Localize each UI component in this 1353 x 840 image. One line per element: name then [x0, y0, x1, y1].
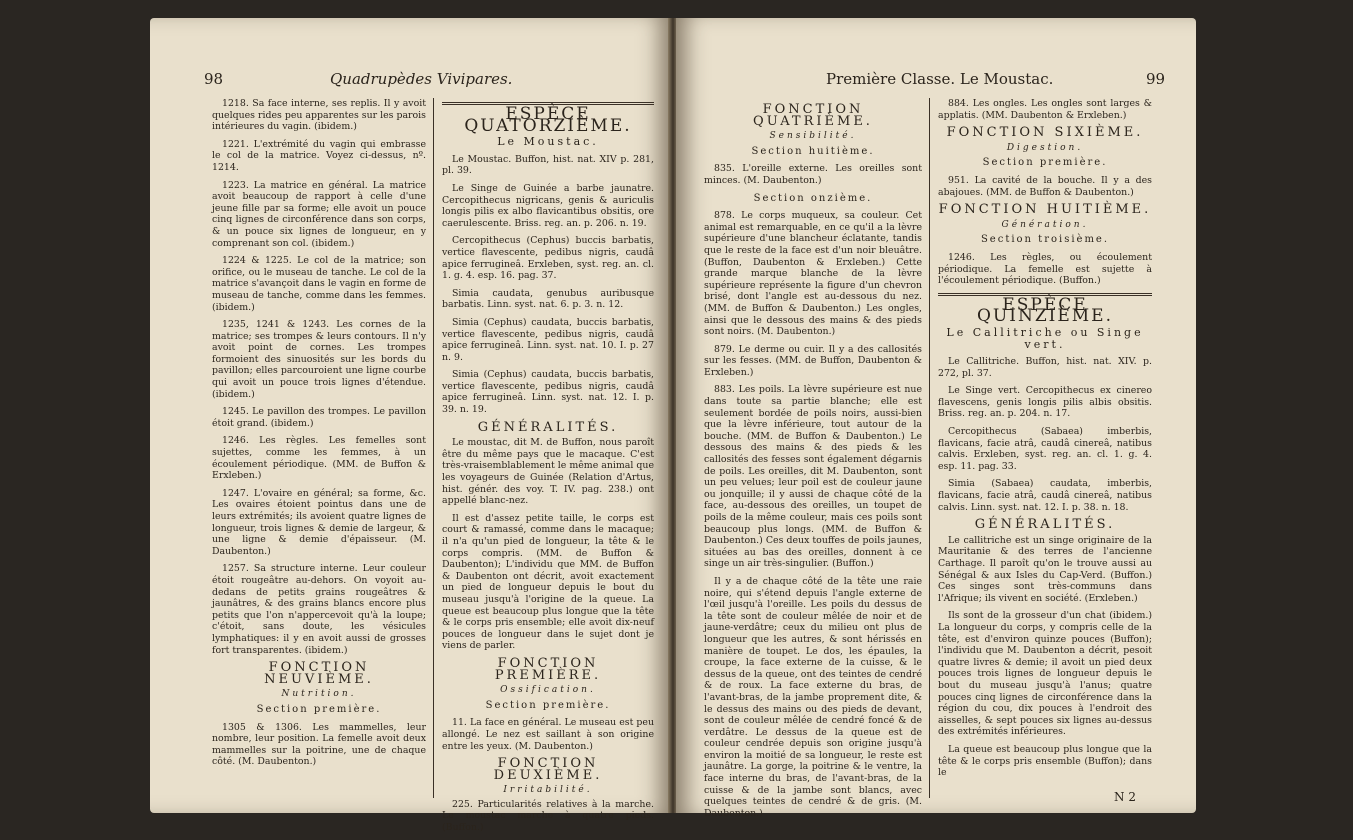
- paragraph: Le Singe de Guinée a barbe jaunatre. Cercopithecus nigricans, genis & auriculis longis pilis ex albo flavicantibus obsitis, ore caerulescente. Briss. reg. an. p. 206. n. 19.: [442, 182, 654, 229]
- paragraph: 1246. Les règles. Les femelles sont sujettes, comme les femmes, à un écoulement périodique. (MM. de Buffon & Erxleben.): [212, 435, 426, 482]
- heading-fonction: FONCTION HUITIÈME.: [938, 202, 1152, 218]
- paragraph: 878. Le corps muqueux, sa couleur. Cet animal est remarquable, en ce qu'il a la lèvre supérieure d'une blancheur éclatante, tandis que le reste de la face est d'un noir bleuâtre. (Buffon, Daubenton & Erxleben.) Cette grande marque blanche de la lèvre supérieure représente la figure d'un chevron brisé, dont l'angle est au-dessous du nez. (MM. de Buffon & Daubenton.) Les ongles, ainsi que le dessous des mains & des pieds sont noirs. (M. Daubenton.): [704, 210, 922, 338]
- right-column-2: [938, 98, 1152, 785]
- running-head-right: Première Classe. Le Moustac.: [826, 70, 1054, 88]
- heading-fonction: FONCTION SIXIÈME.: [946, 125, 1144, 141]
- section-heading: Section troisième.: [980, 234, 1110, 246]
- subheading: Sensibilité.: [769, 131, 857, 142]
- paragraph: 11. La face en général. Le museau est peu allongé. Le nez est saillant à son origine entre les yeux. (M. Daubenton.): [442, 717, 654, 752]
- paragraph: 1224 & 1225. Le col de la matrice; son orifice, ou le museau de tanche. Le col de la matrice s'avançoit dans le vagin en forme de museau de tanche, comme dans les femmes. (ibidem.): [212, 255, 426, 313]
- section-heading: Section première.: [982, 157, 1108, 169]
- paragraph: 1245. Le pavillon des trompes. Le pavillon étoit grand. (ibidem.): [212, 406, 426, 429]
- paragraph: 879. Le derme ou cuir. Il y a des callosités sur les fesses. (MM. de Buffon, Daubenton & Erxleben.): [704, 343, 922, 378]
- paragraph: Simia caudata, genubus auribusque barbatis. Linn. syst. nat. 6. p. 3. n. 12.: [442, 287, 654, 311]
- subheading: Génération.: [1001, 219, 1089, 230]
- paragraph: Il y a de chaque côté de la tête une raie noire, qui s'étend depuis l'angle externe de l'œil jusqu'à l'oreille. Les poils du dessus de la tête sont de couleur mêlée de noir et de jaune-verdâtre; ceux du milieu ont plus de longueur que les autres, & sont hérissés en manière de toupet. Le dos, les épaules, la croupe, la face externe de la cuisse, & le dessus de la queue, ont des teintes de cendré & de roux. La face externe du bras, de l'avant-bras, de la jambe proprement dite, & le dessus des mains ou des pieds de devant, sont de couleur mêlée de cendré foncé & de verdâtre. Le dessus de la queue est de couleur cendrée depuis son origine jusqu'à environ la moitié de sa longueur, le reste est jaunâtre. La gorge, la poitrine & le ventre, la face interne du bras, de l'avant-bras, de la cuisse & de la jambe sont blancs, avec quelques teintes de cendré & de gris. (M. Daubenton.): [704, 575, 922, 819]
- paragraph: Cercopithecus (Sabaea) imberbis, flavicans, facie atrâ, caudâ cinereâ, natibus calvis. Erxleben, syst. reg. an. cl. 1. g. 4. esp. 11. pag. 33.: [938, 426, 1152, 472]
- paragraph: Ils sont de la grosseur d'un chat (ibidem.) La longueur du corps, y compris celle de la tête, est d'environ quinze pouces (Buffon); l'individu que M. Daubenton a décrit, pesoit quatre livres & demie; il avoit un pied deux pouces trois lignes de longueur depuis le bout du museau jusqu'à l'anus; quatre pouces cinq lignes de circonférence dans la région du cou, dix pouces à l'endroit des aisselles, & sept pouces six lignes au-dessus des extrémités inférieures.: [938, 610, 1152, 738]
- paragraph: Cercopithecus (Cephus) buccis barbatis, vertice flavescente, pedibus nigris, caudâ apice ferrugineâ. Erxleben, syst. reg. an. cl. 1. g. 4. esp. 16. pag. 37.: [442, 235, 654, 282]
- species-heading: ESPÈCE QUINZIÈME.: [976, 294, 1113, 327]
- column-rule: [433, 98, 434, 798]
- paragraph: 835. L'oreille externe. Les oreilles sont minces. (M. Daubenton.): [704, 163, 922, 186]
- paragraph: Le moustac, dit M. de Buffon, nous paroît être du même pays que le macaque. C'est très-vraisemblablement le même animal que les voyageurs de Guinée (Relation d'Artus, hist. génér. des voy. T. IV. pag. 238.) ont appellé blanc-nez.: [442, 437, 654, 507]
- paragraph: Le Moustac. Buffon, hist. nat. XIV p. 281, pl. 39.: [442, 153, 654, 177]
- heading-fonction: FONCTION PREMIÈRE.: [494, 655, 602, 683]
- section-heading: Section première.: [485, 699, 611, 711]
- paragraph: 1223. La matrice en général. La matrice avoit beaucoup de rapport à celle d'une jeune fille par sa forme; elle avoit un pouce cinq lignes de circonférence dans son corps, & un pouce six lignes de longueur, en y comprenant son col. (ibidem.): [212, 179, 426, 249]
- signature-mark: N 2: [1114, 790, 1136, 804]
- left-column-1: [212, 98, 426, 774]
- page-number-right: 99: [1146, 70, 1166, 88]
- subheading: Irritabilité.: [503, 785, 593, 796]
- column-rule: [929, 98, 930, 798]
- paragraph: Le Singe vert. Cercopithecus ex cinereo flavescens, genis longis pilis albis obsitis. Briss. reg. an. p. 204. n. 17.: [938, 385, 1152, 420]
- heading-fonction: FONCTION DEUXIÈME.: [493, 756, 603, 783]
- paragraph: 1218. Sa face interne, ses replis. Il y avoit quelques rides peu apparentes sur les parois intérieures du vagin. (ibidem.): [212, 98, 426, 133]
- paragraph: 1305 & 1306. Les mammelles, leur nombre, leur position. La femelle avoit deux mammelles sur la poitrine, une de chaque côté. (M. Daubenton.): [212, 721, 426, 768]
- species-heading: ESPÈCE QUATORZIÈME.: [464, 104, 632, 136]
- heading-fonction: FONCTION NEUVIÈME.: [264, 660, 374, 687]
- paragraph: 225. Particularités relatives à la marche. Le moustac marche à quatre pieds. (Buffon.): [442, 798, 654, 834]
- paragraph: Simia (Sabaea) caudata, imberbis, flavicans, facie atrâ, caudâ cinereâ, natibus calvis. Linn. syst. nat. 12. I. p. 38. n. 18.: [938, 478, 1152, 513]
- paragraph: 951. La cavité de la bouche. Il y a des abajoues. (MM. de Buffon & Daubenton.): [938, 174, 1152, 198]
- right-column-1: [704, 98, 922, 825]
- heading-fonction: FONCTION QUATRIÈME.: [753, 102, 873, 129]
- paragraph: Il est d'assez petite taille, le corps est court & ramassé, comme dans le macaque; il n'a qu'un pied de longueur, la tête & le corps compris. (MM. de Buffon & Daubenton); L'individu que MM. de Buffon & Daubenton ont décrit, avoit exactement un pied de longueur depuis le bout du museau jusqu'à l'origine de la queue. La queue est beaucoup plus longue que la tête & le corps pris ensemble; elle avoit dix-neuf pouces de longueur dans le sujet dont je viens de parler.: [442, 512, 654, 652]
- paragraph: Le callitriche est un singe originaire de la Mauritanie & des terres de l'ancienne Carthage. Il paroît qu'on le trouve aussi au Sénégal & aux Isles du Cap-Verd. (Buffon.) Ces singes sont très-communs dans l'Afrique; ils vivent en société. (Erxleben.): [938, 534, 1152, 604]
- left-page: [150, 18, 670, 834]
- paragraph: 1257. Sa structure interne. Leur couleur étoit rougeâtre au-dehors. On voyoit au-dedans de petits grains rougeâtres & jaunâtres, & des grains blancs encore plus petits que l'on n'appercevoit qu'à la loupe; c'étoit, sans doute, les vésicules lymphatiques: il y en avoit aussi de grosses fort transparentes. (ibidem.): [212, 563, 426, 656]
- paragraph: 1221. L'extrémité du vagin qui embrasse le col de la matrice. Voyez ci-dessus, nº. 1214.: [212, 138, 426, 173]
- species-name: Le Moustac.: [497, 135, 599, 149]
- paragraph: 1247. L'ovaire en général; sa forme, &c. Les ovaires étoient pointus dans une de leurs extrémités; ils avoient quatre lignes de longueur, trois lignes & demie de largeur, & une ligne & demie d'épaisseur. (M. Daubenton.): [212, 487, 426, 557]
- paragraph: 883. Les poils. La lèvre supérieure est nue dans toute sa partie blanche; elle est seulement bordée de poils noirs, aussi-bien que la lèvre inférieure, tout autour de la bouche. (MM. de Buffon & Daubenton.) Le dessous des mains & des pieds & les callosités des fesses sont également dégarnis de poils. Les oreilles, dit M. Daubenton, sont un peu velues; leur poil est de couleur jaune ou jonquille; il y aussi de chaque côté de la face, au-dessous des oreilles, un toupet de poils de la même couleur, mais ces poils sont beaucoup plus longs. (MM. de Buffon & Daubenton.) Ces deux touffes de poils jaunes, situées au bas des oreilles, donnent à ce singe un air très-singulier. (Buffon.): [704, 384, 922, 570]
- heading-generalites: GÉNÉRALITÉS.: [477, 419, 619, 435]
- paragraph: La queue est beaucoup plus longue que la tête & le corps pris ensemble (Buffon); dans le: [938, 743, 1152, 779]
- right-page: [676, 18, 1196, 819]
- subheading: Ossification.: [500, 685, 596, 696]
- subheading: Nutrition.: [281, 689, 357, 700]
- left-column-2: [442, 98, 654, 840]
- section-heading: Section première.: [256, 703, 382, 715]
- section-heading: Section onzième.: [753, 192, 873, 204]
- heading-generalites: GÉNÉRALITÉS.: [974, 517, 1116, 533]
- section-heading: Section huitième.: [751, 145, 875, 157]
- species-name: Le Callitriche ou Singe vert.: [946, 325, 1144, 351]
- paragraph: 1235, 1241 & 1243. Les cornes de la matrice; ses trompes & leurs contours. Il n'y avoit point de cornes. Les trompes formoient des sinuosités sur les bords du pavillon; elles parcouroient une ligne courbe qui avoit un pouce trois lignes d'étendue. (ibidem.): [212, 319, 426, 400]
- page-number-left: 98: [204, 70, 224, 88]
- running-head-left: Quadrupèdes Vivipares.: [330, 70, 513, 88]
- subheading: Digestion.: [1006, 142, 1084, 153]
- paragraph: Simia (Cephus) caudata, buccis barbatis, vertice flavescente, pedibus nigris, caudâ apice ferrugineâ. Linn. syst. nat. 12. I. p. 39. n. 19.: [442, 369, 654, 416]
- paragraph: Le Callitriche. Buffon, hist. nat. XIV. p. 272, pl. 37.: [938, 356, 1152, 379]
- paragraph: 884. Les ongles. Les ongles sont larges & applatis. (MM. Daubenton & Erxleben.): [938, 98, 1152, 121]
- paragraph: 1246. Les règles, ou écoulement périodique. La femelle est sujette à l'écoulement périodique. (Buffon.): [938, 251, 1152, 287]
- paragraph: Simia (Cephus) caudata, buccis barbatis, vertice flavescente, pedibus nigris, caudâ apice ferrugineâ. Linn. syst. nat. 10. I. p. 27 n. 9.: [442, 316, 654, 363]
